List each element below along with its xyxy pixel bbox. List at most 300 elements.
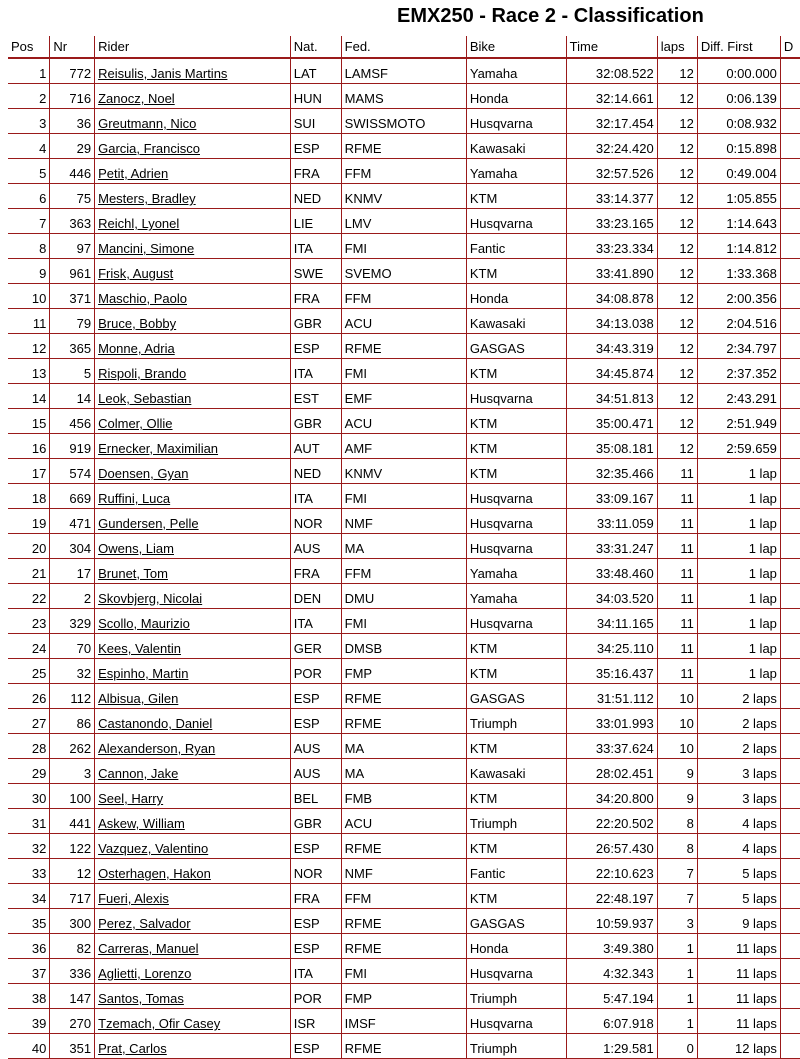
cell-nr: 3 [50,759,95,784]
cell-time: 26:57.430 [566,834,657,859]
cell-nr: 29 [50,134,95,159]
cell-pos: 40 [8,1034,50,1059]
rider-link[interactable]: Perez, Salvador [95,909,291,934]
rider-link[interactable]: Vazquez, Valentino [95,834,291,859]
cell-diff-first: 1 lap [697,509,780,534]
rider-link[interactable]: Skovbjerg, Nicolai [95,584,291,609]
table-row [8,1009,800,1034]
table-row [8,659,800,684]
rider-link[interactable]: Maschio, Paolo [95,284,291,309]
cell-laps: 12 [657,134,697,159]
cell-diff-previous [780,134,800,159]
cell-pos: 2 [8,84,50,109]
cell-nat: NED [290,459,341,484]
table-row [8,209,800,234]
cell-bike: Fantic [466,859,566,884]
cell-time: 33:11.059 [566,509,657,534]
cell-nat: NOR [290,859,341,884]
cell-nat: AUS [290,759,341,784]
table-row [8,259,800,284]
cell-fed: FMI [341,359,466,384]
cell-diff-first: 1 lap [697,484,780,509]
cell-pos: 3 [8,109,50,134]
cell-fed: MA [341,759,466,784]
cell-time: 31:51.112 [566,684,657,709]
rider-link[interactable]: Osterhagen, Hakon [95,859,291,884]
cell-nr: 112 [50,684,95,709]
cell-bike: Honda [466,934,566,959]
cell-nr: 14 [50,384,95,409]
cell-diff-previous [780,584,800,609]
cell-nr: 371 [50,284,95,309]
cell-nat: ESP [290,134,341,159]
cell-fed: LMV [341,209,466,234]
cell-pos: 32 [8,834,50,859]
cell-nr: 82 [50,934,95,959]
rider-link[interactable]: Prat, Carlos [95,1034,291,1059]
cell-diff-first: 1:14.812 [697,234,780,259]
cell-diff-first: 3 laps [697,759,780,784]
cell-time: 32:14.661 [566,84,657,109]
cell-time: 33:14.377 [566,184,657,209]
cell-time: 34:25.110 [566,634,657,659]
rider-link[interactable]: Frisk, August [95,259,291,284]
cell-bike: KTM [466,784,566,809]
rider-link[interactable]: Colmer, Ollie [95,409,291,434]
cell-nr: 17 [50,559,95,584]
cell-nat: GBR [290,309,341,334]
cell-diff-previous [780,909,800,934]
cell-laps: 11 [657,584,697,609]
rider-link[interactable]: Seel, Harry [95,784,291,809]
cell-nat: ITA [290,609,341,634]
cell-bike: KTM [466,634,566,659]
cell-fed: FFM [341,284,466,309]
cell-diff-first: 2 laps [697,684,780,709]
cell-laps: 10 [657,709,697,734]
cell-laps: 1 [657,934,697,959]
cell-time: 33:37.624 [566,734,657,759]
rider-link[interactable]: Carreras, Manuel [95,934,291,959]
cell-laps: 1 [657,1009,697,1034]
table-row [8,359,800,384]
column-header-pos[interactable]: Pos [8,36,50,58]
cell-time: 22:20.502 [566,809,657,834]
cell-nat: DEN [290,584,341,609]
rider-link[interactable]: Cannon, Jake [95,759,291,784]
rider-link[interactable]: Castanondo, Daniel [95,709,291,734]
cell-nr: 441 [50,809,95,834]
cell-time: 32:08.522 [566,58,657,84]
cell-laps: 12 [657,84,697,109]
cell-diff-first: 1:14.643 [697,209,780,234]
cell-diff-first: 2:59.659 [697,434,780,459]
cell-pos: 7 [8,209,50,234]
cell-fed: DMSB [341,634,466,659]
column-header-rider[interactable]: Rider [95,36,291,58]
cell-laps: 12 [657,334,697,359]
cell-laps: 11 [657,659,697,684]
cell-diff-first: 1 lap [697,609,780,634]
cell-laps: 10 [657,684,697,709]
cell-time: 33:23.334 [566,234,657,259]
rider-link[interactable]: Leok, Sebastian [95,384,291,409]
cell-fed: ACU [341,309,466,334]
cell-laps: 11 [657,609,697,634]
cell-diff-first: 3 laps [697,784,780,809]
cell-nat: FRA [290,284,341,309]
cell-pos: 27 [8,709,50,734]
table-row [8,284,800,309]
cell-nr: 304 [50,534,95,559]
rider-link[interactable]: Mancini, Simone [95,234,291,259]
cell-nr: 961 [50,259,95,284]
cell-time: 33:23.165 [566,209,657,234]
cell-diff-first: 1 lap [697,584,780,609]
cell-fed: RFME [341,684,466,709]
cell-pos: 4 [8,134,50,159]
table-row [8,909,800,934]
cell-time: 34:11.165 [566,609,657,634]
cell-pos: 25 [8,659,50,684]
cell-diff-previous [780,334,800,359]
table-row [8,834,800,859]
cell-nr: 5 [50,359,95,384]
cell-nat: AUS [290,734,341,759]
rider-link[interactable]: Greutmann, Nico [95,109,291,134]
cell-nr: 772 [50,58,95,84]
rider-link[interactable]: Monne, Adria [95,334,291,359]
cell-pos: 14 [8,384,50,409]
cell-diff-first: 1 lap [697,634,780,659]
cell-time: 34:43.319 [566,334,657,359]
cell-pos: 23 [8,609,50,634]
rider-link[interactable]: Petit, Adrien [95,159,291,184]
cell-nat: AUS [290,534,341,559]
rider-link[interactable]: Garcia, Francisco [95,134,291,159]
cell-fed: MA [341,534,466,559]
cell-diff-first: 1 lap [697,534,780,559]
cell-pos: 22 [8,584,50,609]
rider-link[interactable]: Reichl, Lyonel [95,209,291,234]
cell-bike: Triumph [466,1034,566,1059]
cell-fed: FMI [341,234,466,259]
cell-diff-previous [780,984,800,1009]
column-header-laps[interactable]: laps [657,36,697,58]
column-header-bike[interactable]: Bike [466,36,566,58]
cell-diff-previous [780,234,800,259]
cell-laps: 12 [657,209,697,234]
rider-link[interactable]: Ernecker, Maximilian [95,434,291,459]
cell-fed: FMP [341,984,466,1009]
rider-link[interactable]: Reisulis, Janis Martins [95,58,291,84]
cell-nat: FRA [290,159,341,184]
cell-laps: 9 [657,759,697,784]
cell-nr: 270 [50,1009,95,1034]
cell-time: 4:32.343 [566,959,657,984]
table-row [8,684,800,709]
cell-diff-previous [780,784,800,809]
cell-diff-previous [780,709,800,734]
cell-time: 33:48.460 [566,559,657,584]
cell-diff-first: 11 laps [697,1009,780,1034]
table-row [8,734,800,759]
cell-nat: SUI [290,109,341,134]
table-row [8,634,800,659]
cell-laps: 12 [657,409,697,434]
cell-nat: ESP [290,909,341,934]
table-row [8,58,800,84]
cell-nr: 300 [50,909,95,934]
cell-diff-previous [780,734,800,759]
rider-link[interactable]: Mesters, Bradley [95,184,291,209]
column-header-nat[interactable]: Nat. [290,36,341,58]
cell-nat: SWE [290,259,341,284]
rider-link[interactable]: Zanocz, Noel [95,84,291,109]
cell-bike: KTM [466,659,566,684]
cell-nat: ESP [290,1034,341,1059]
cell-bike: GASGAS [466,909,566,934]
cell-diff-first: 0:08.932 [697,109,780,134]
cell-diff-first: 1 lap [697,459,780,484]
table-row [8,609,800,634]
cell-time: 33:01.993 [566,709,657,734]
cell-bike: Husqvarna [466,534,566,559]
cell-bike: KTM [466,359,566,384]
cell-pos: 1 [8,58,50,84]
cell-laps: 12 [657,434,697,459]
table-row [8,234,800,259]
cell-nr: 147 [50,984,95,1009]
cell-pos: 38 [8,984,50,1009]
cell-pos: 16 [8,434,50,459]
table-row [8,409,800,434]
rider-link[interactable]: Owens, Liam [95,534,291,559]
cell-diff-previous [780,534,800,559]
cell-nat: EST [290,384,341,409]
column-header-diff-first[interactable]: Diff. First [697,36,780,58]
cell-diff-previous [780,434,800,459]
cell-bike: KTM [466,884,566,909]
cell-diff-previous [780,384,800,409]
table-row [8,459,800,484]
cell-pos: 19 [8,509,50,534]
rider-link[interactable]: Bruce, Bobby [95,309,291,334]
cell-laps: 11 [657,509,697,534]
cell-diff-first: 2:34.797 [697,334,780,359]
cell-bike: Husqvarna [466,609,566,634]
table-row [8,784,800,809]
cell-diff-first: 1:05.855 [697,184,780,209]
cell-laps: 12 [657,234,697,259]
cell-bike: Husqvarna [466,959,566,984]
cell-diff-previous [780,484,800,509]
table-row [8,509,800,534]
cell-time: 35:08.181 [566,434,657,459]
cell-diff-previous [780,934,800,959]
cell-diff-previous [780,184,800,209]
cell-time: 35:16.437 [566,659,657,684]
cell-bike: KTM [466,459,566,484]
cell-pos: 21 [8,559,50,584]
cell-diff-first: 4 laps [697,834,780,859]
cell-nat: BEL [290,784,341,809]
cell-fed: RFME [341,909,466,934]
cell-pos: 29 [8,759,50,784]
cell-bike: Triumph [466,809,566,834]
cell-laps: 12 [657,184,697,209]
rider-link[interactable]: Albisua, Gilen [95,684,291,709]
rider-link[interactable]: Kees, Valentin [95,634,291,659]
cell-fed: FFM [341,884,466,909]
cell-pos: 13 [8,359,50,384]
table-row [8,759,800,784]
cell-laps: 7 [657,884,697,909]
cell-fed: SWISSMOTO [341,109,466,134]
table-row [8,159,800,184]
column-header-nr[interactable]: Nr [50,36,95,58]
cell-time: 5:47.194 [566,984,657,1009]
cell-pos: 9 [8,259,50,284]
cell-nr: 471 [50,509,95,534]
cell-nr: 75 [50,184,95,209]
cell-nr: 262 [50,734,95,759]
rider-link[interactable]: Santos, Tomas [95,984,291,1009]
cell-diff-previous [780,284,800,309]
cell-fed: KNMV [341,459,466,484]
cell-laps: 1 [657,959,697,984]
cell-diff-first: 0:49.004 [697,159,780,184]
cell-nat: LIE [290,209,341,234]
cell-pos: 36 [8,934,50,959]
cell-nr: 363 [50,209,95,234]
cell-diff-previous [780,159,800,184]
cell-pos: 35 [8,909,50,934]
cell-laps: 0 [657,1034,697,1059]
cell-nat: POR [290,659,341,684]
table-row [8,109,800,134]
classification-table [8,36,800,1059]
cell-laps: 8 [657,809,697,834]
rider-link[interactable]: Espinho, Martin [95,659,291,684]
cell-fed: MA [341,734,466,759]
cell-bike: Honda [466,284,566,309]
cell-bike: Yamaha [466,159,566,184]
cell-bike: Triumph [466,984,566,1009]
cell-nat: ITA [290,959,341,984]
cell-time: 34:51.813 [566,384,657,409]
cell-diff-previous [780,259,800,284]
cell-time: 32:35.466 [566,459,657,484]
cell-pos: 28 [8,734,50,759]
rider-link[interactable]: Rispoli, Brando [95,359,291,384]
cell-diff-first: 2:37.352 [697,359,780,384]
table-row [8,859,800,884]
cell-diff-first: 2 laps [697,734,780,759]
cell-fed: FMB [341,784,466,809]
cell-nat: GBR [290,809,341,834]
cell-bike: Kawasaki [466,134,566,159]
rider-link[interactable]: Gundersen, Pelle [95,509,291,534]
cell-fed: RFME [341,334,466,359]
column-header-fed[interactable]: Fed. [341,36,466,58]
cell-nat: GBR [290,409,341,434]
cell-nat: ITA [290,484,341,509]
cell-diff-previous [780,359,800,384]
table-row [8,884,800,909]
cell-fed: RFME [341,834,466,859]
cell-nat: ESP [290,709,341,734]
table-row [8,134,800,159]
cell-nr: 100 [50,784,95,809]
rider-link[interactable]: Fueri, Alexis [95,884,291,909]
cell-fed: DMU [341,584,466,609]
cell-nat: AUT [290,434,341,459]
cell-bike: KTM [466,259,566,284]
cell-fed: NMF [341,859,466,884]
cell-nat: ESP [290,834,341,859]
cell-bike: Honda [466,84,566,109]
cell-pos: 20 [8,534,50,559]
cell-bike: Husqvarna [466,509,566,534]
rider-link[interactable]: Scollo, Maurizio [95,609,291,634]
rider-link[interactable]: Brunet, Tom [95,559,291,584]
column-header-time[interactable]: Time [566,36,657,58]
cell-time: 28:02.451 [566,759,657,784]
cell-time: 10:59.937 [566,909,657,934]
cell-diff-previous [780,84,800,109]
rider-link[interactable]: Doensen, Gyan [95,459,291,484]
cell-time: 34:08.878 [566,284,657,309]
cell-laps: 12 [657,284,697,309]
cell-diff-previous [780,609,800,634]
cell-fed: IMSF [341,1009,466,1034]
cell-nr: 919 [50,434,95,459]
rider-link[interactable]: Aglietti, Lorenzo [95,959,291,984]
cell-diff-first: 4 laps [697,809,780,834]
table-row [8,384,800,409]
cell-diff-first: 11 laps [697,934,780,959]
cell-pos: 26 [8,684,50,709]
rider-link[interactable]: Tzemach, Ofir Casey [95,1009,291,1034]
cell-fed: RFME [341,1034,466,1059]
cell-fed: FMI [341,959,466,984]
cell-nr: 32 [50,659,95,684]
cell-diff-previous [780,859,800,884]
cell-fed: MAMS [341,84,466,109]
cell-diff-previous [780,684,800,709]
cell-fed: NMF [341,509,466,534]
cell-nr: 717 [50,884,95,909]
cell-bike: Triumph [466,709,566,734]
cell-pos: 39 [8,1009,50,1034]
cell-nr: 12 [50,859,95,884]
rider-link[interactable]: Askew, William [95,809,291,834]
cell-pos: 10 [8,284,50,309]
cell-bike: Kawasaki [466,759,566,784]
cell-time: 34:45.874 [566,359,657,384]
cell-diff-previous [780,109,800,134]
cell-pos: 33 [8,859,50,884]
cell-diff-previous [780,659,800,684]
column-header-diff-previous[interactable]: D [780,36,800,58]
cell-nat: POR [290,984,341,1009]
cell-nr: 2 [50,584,95,609]
cell-time: 3:49.380 [566,934,657,959]
rider-link[interactable]: Alexanderson, Ryan [95,734,291,759]
cell-diff-first: 9 laps [697,909,780,934]
rider-link[interactable]: Ruffini, Luca [95,484,291,509]
